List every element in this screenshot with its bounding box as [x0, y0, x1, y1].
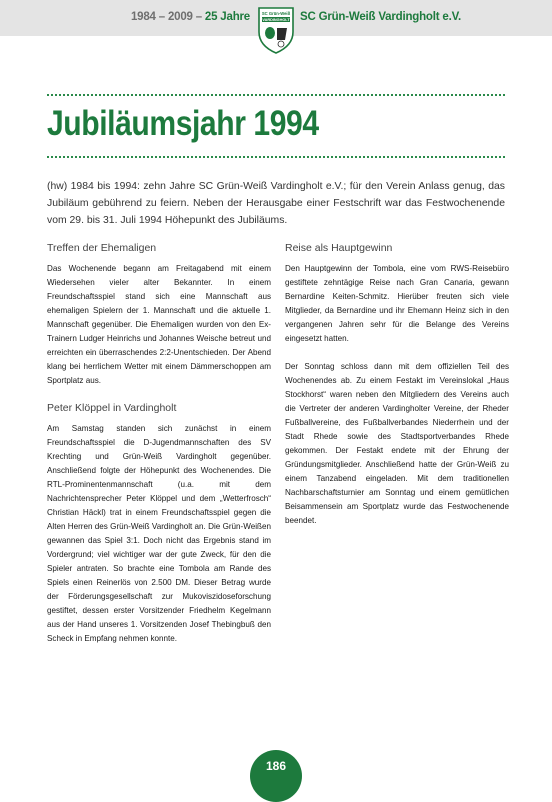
title-rule-top [47, 94, 505, 96]
title-rule-bottom [47, 156, 505, 158]
right-column [285, 242, 509, 528]
section-heading: Peter Klöppel in Vardingholt [47, 402, 177, 414]
header-club-name: SC Grün-Weiß Vardingholt e.V. [300, 11, 461, 23]
section-text: Der Sonntag schloss dann mit dem offiziellen Teil des Wochenendes ab. Zu einem Festakt im Vereinslokal „Haus Stockhorst“ waren neben den Mitgliedern des Vereins auch die Vertreter der anderen Vardingholter Vereine, der Rheder Fußballvereine, des Fußballverbandes Niederrhein und der Stadt Rhede sowie des Stadtsportverbandes Rhede gekommen. Der Festakt endete mit der Ehrung der Gründungsmitglieder. Anschließend hatte der Grün-Weiß zu einem Tanzabend eingeladen. Mit dem traditionellen Nachbarschaftsturnier am Sonntag und einem gemütlichen Beisammensein am Sportplatz wurde das Festwochenende beendet. [285, 362, 509, 525]
page-number-badge [250, 750, 302, 802]
section-text: Das Wochenende begann am Freitagabend mit einem Wiedersehen vieler alter Bekannter. In einem Freundschaftsspiel stand sich eine Mannschaft aus ehemaligen Spielern der 1. Mannschaft und die aktuelle 1. Mannschaft gegenüber. Die Ehemaligen wurden von den Ex-Trainern Ludger Heinrichs und Johannes Weische betreut und erreichten ein überraschendes 2:2-Unentschieden. Der Abend klang bei herrlichem Wetter mit einem Dämmerschoppen am Sportplatz aus. [47, 264, 271, 385]
section-text: Den Hauptgewinn der Tombola, eine vom RWS-Reisebüro gestiftete zehntägige Reise nach Gran Canaria, gewann Bernardine Keiten-Schmitz. Hierüber freuten sich viele Mitglieder, da Bernardine und ihr Ehemann Heinz sich in den vergangenen Jahren sehr für die Belange des Vereins eingesetzt hatten. [285, 264, 509, 343]
section-heading: Reise als Hauptgewinn [285, 242, 393, 254]
page-title: Jubiläumsjahr 1994 [47, 104, 319, 143]
header-years-text: 1984 – 2009 – [130, 11, 202, 23]
header-years [131, 11, 250, 23]
page-number: 186 [265, 759, 287, 773]
header-anniversary: 25 Jahre [204, 11, 250, 23]
section-heading: Treffen der Ehemaligen [47, 242, 157, 254]
lead-paragraph: (hw) 1984 bis 1994: zehn Jahre SC Grün-Weiß Vardingholt e.V.; für den Verein Anlass genug, das Jubiläum gebührend zu feiern. Neben der Herausgabe einer Festschrift war das Festwochenende vom 29. bis 31. Juli 1994 Höhepunkt des Jubiläums. [47, 181, 505, 226]
section-text: Am Samstag standen sich zunächst in einem Freundschaftsspiel die D-Jugendmannschaften des SV Krechting und Grün-Weiß Vardingholt gegenüber. Anschließend folgte der Höhepunkt des Wochenendes. Die RTL-Prominentenmannschaft (u.a. mit dem Nachrichtensprecher Peter Klöppel und dem „Wetterfrosch“ Christian Häckl) trat in einem Freundschaftsspiel gegen die Alten Herren des Grün-Weiß Vardingholt an. Die Grün-Weißen gewannen das Spiel 3:1. Doch nicht das Ergebnis stand im Vordergrund; viel wichtiger war der gute Zweck, für den die Spieler antraten. So brachte eine Tombola am Rande des Spiels einen Reinerlös von 2.500 DM. Dieser Betrag wurde der Förderungsgesellschaft zur Mukoviszidoseforschung gestiftet, dessen erster Vorsitzender Friedhelm Kegelmann aus der Hand unseres 1. Vorsitzenden Josef Thebingbuß den Scheck in Empfang nehmen konnte. [47, 424, 271, 643]
crest-text-bottom: VARDINGHOLT [262, 18, 290, 22]
crest-text-top: SC Grün-Weiß [261, 11, 291, 16]
left-column [47, 242, 271, 646]
club-crest-logo [257, 6, 295, 54]
